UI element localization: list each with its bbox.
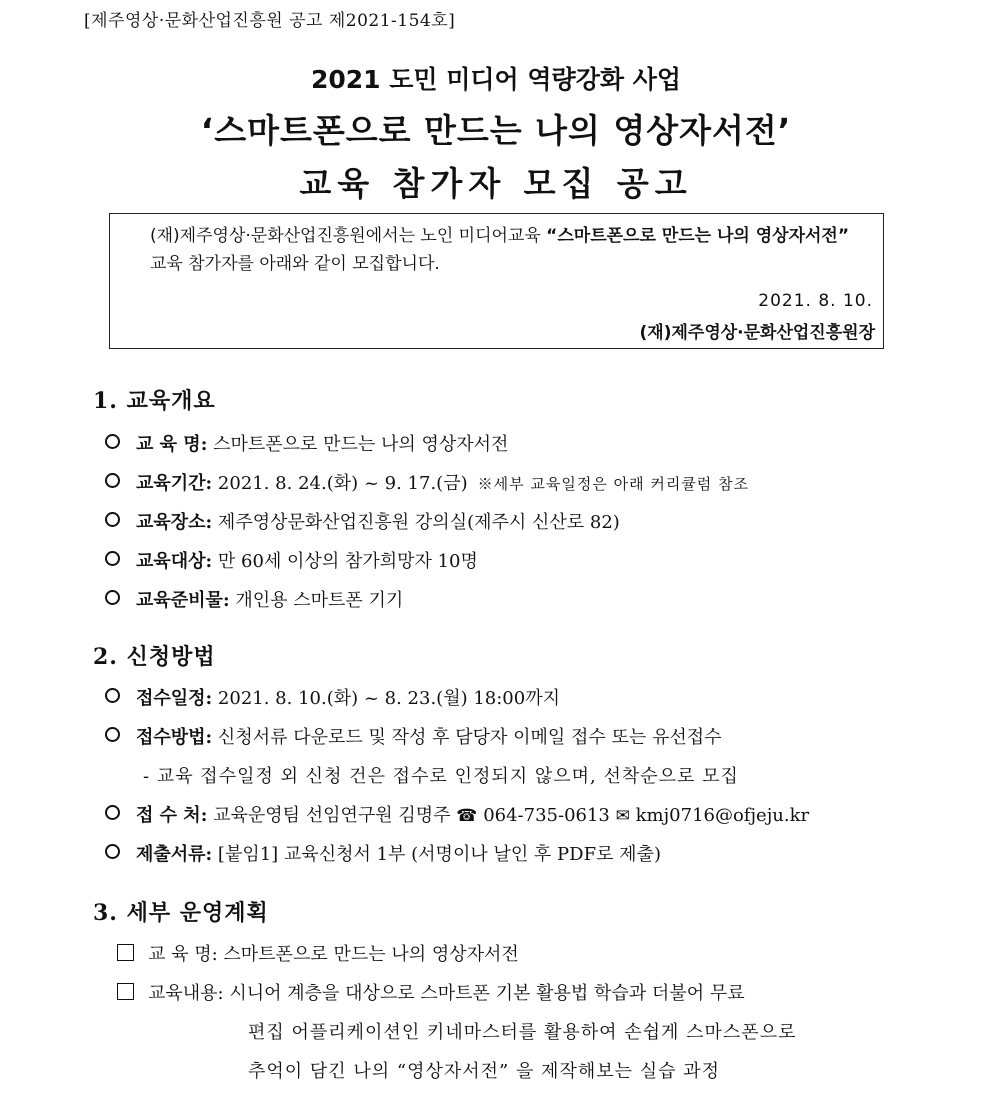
empty-checkbox-icon: [117, 944, 134, 961]
section-2-item: [105, 684, 560, 710]
item-label: 교 육 명:: [136, 434, 208, 455]
item-note: ※세부 교육일정은 아래 커리큘럼 참조: [477, 475, 750, 493]
item-label: 교육대상:: [136, 551, 213, 572]
item-label: 접 수 처:: [136, 805, 208, 826]
circle-bullet-icon: [105, 590, 120, 605]
item-value: 제주영상문화산업진흥원 강의실(제주시 신산로 82): [212, 512, 620, 533]
section-3-item: [117, 979, 745, 1005]
intro-box: [109, 213, 884, 349]
item-label: 교육준비물:: [136, 590, 230, 611]
item-value: 개인용 스마트폰 기기: [229, 590, 404, 611]
circle-bullet-icon: [105, 473, 120, 488]
section-1-item: [105, 508, 620, 534]
item-value: 2021. 8. 10.(화) ~ 8. 23.(월) 18:00까지: [212, 688, 560, 709]
title-line-2: ‘스마트폰으로 만드는 나의 영상자서전’: [200, 111, 792, 150]
item-label: 교육기간:: [136, 473, 213, 494]
item-value: 신청서류 다운로드 및 작성 후 담당자 이메일 접수 또는 유선접수: [212, 727, 722, 748]
item-value: [붙임1] 교육신청서 1부 (서명이나 날인 후 PDF로 제출): [212, 844, 661, 865]
circle-bullet-icon: [105, 844, 120, 859]
intro-org: (재)제주영상·문화산업진흥원장: [639, 323, 875, 343]
section-1-item: [105, 430, 508, 456]
circle-bullet-icon: [105, 551, 120, 566]
item-label: 교육장소:: [136, 512, 213, 533]
item-value: 교육운영팀 선임연구원 김명주: [207, 805, 457, 826]
item-label: 접수일정:: [136, 688, 213, 709]
section-3-heading: 3. 세부 운영계획: [93, 900, 269, 926]
telephone-icon: ☎: [456, 806, 478, 826]
intro-text-bold: “스마트폰으로 만드는 나의 영상자서전”: [546, 226, 850, 246]
contact-phone: 064-735-0613: [483, 805, 610, 826]
section-2-subnote: - 교육 접수일정 외 신청 건은 접수로 인정되지 않으며, 선착순으로 모집: [143, 766, 739, 787]
section-3-item: [117, 940, 519, 966]
item-value: 2021. 8. 24.(화) ~ 9. 17.(금): [212, 473, 468, 494]
section-1-item: [105, 586, 403, 612]
section-1-item: [105, 547, 478, 573]
item-value: 시니어 계층을 대상으로 스마트폰 기본 활용법 학습과 더불어 무료: [223, 983, 745, 1004]
item-label: 제출서류:: [136, 844, 213, 865]
item-label: 접수방법:: [136, 727, 213, 748]
section-3-continuation: 편집 어플리케이션인 키네마스터를 활용하여 손쉽게 스마스폰으로: [248, 1022, 797, 1043]
section-2-item: [105, 801, 809, 827]
circle-bullet-icon: [105, 434, 120, 449]
circle-bullet-icon: [105, 688, 120, 703]
intro-text-after: 교육 참가자를 아래와 같이 모집합니다.: [150, 254, 440, 274]
section-1-item: [105, 469, 749, 495]
section-2-item: [105, 840, 661, 866]
circle-bullet-icon: [105, 805, 120, 820]
item-value: 만 60세 이상의 참가희망자 10명: [212, 551, 478, 572]
intro-date: 2021. 8. 10.: [758, 291, 873, 311]
circle-bullet-icon: [105, 512, 120, 527]
item-value: 스마트폰으로 만드는 나의 영상자서전: [207, 434, 509, 455]
item-label: 교육내용:: [148, 983, 224, 1004]
intro-text-before: (재)제주영상·문화산업진흥원에서는 노인 미디어교육: [150, 226, 547, 246]
section-3-continuation: 추억이 담긴 나의 “영상자서전” 을 제작해보는 실습 과정: [248, 1061, 720, 1082]
title-line-3: 교육 참가자 모집 공고: [299, 164, 693, 203]
circle-bullet-icon: [105, 727, 120, 742]
section-1-heading: 1. 교육개요: [93, 388, 216, 414]
item-label: 교 육 명:: [148, 944, 218, 965]
empty-checkbox-icon: [117, 983, 134, 1000]
envelope-icon: ✉: [615, 806, 630, 826]
notice-number: [제주영상·문화산업진흥원 공고 제2021-154호]: [84, 11, 456, 31]
section-2-heading: 2. 신청방법: [93, 644, 216, 670]
intro-text: [150, 222, 850, 278]
section-2-item: [105, 723, 722, 749]
contact-email[interactable]: kmj0716@ofjeju.kr: [635, 805, 810, 826]
item-value: 스마트폰으로 만드는 나의 영상자서전: [217, 944, 519, 965]
title-line-1: 2021 도민 미디어 역량강화 사업: [310, 65, 682, 94]
